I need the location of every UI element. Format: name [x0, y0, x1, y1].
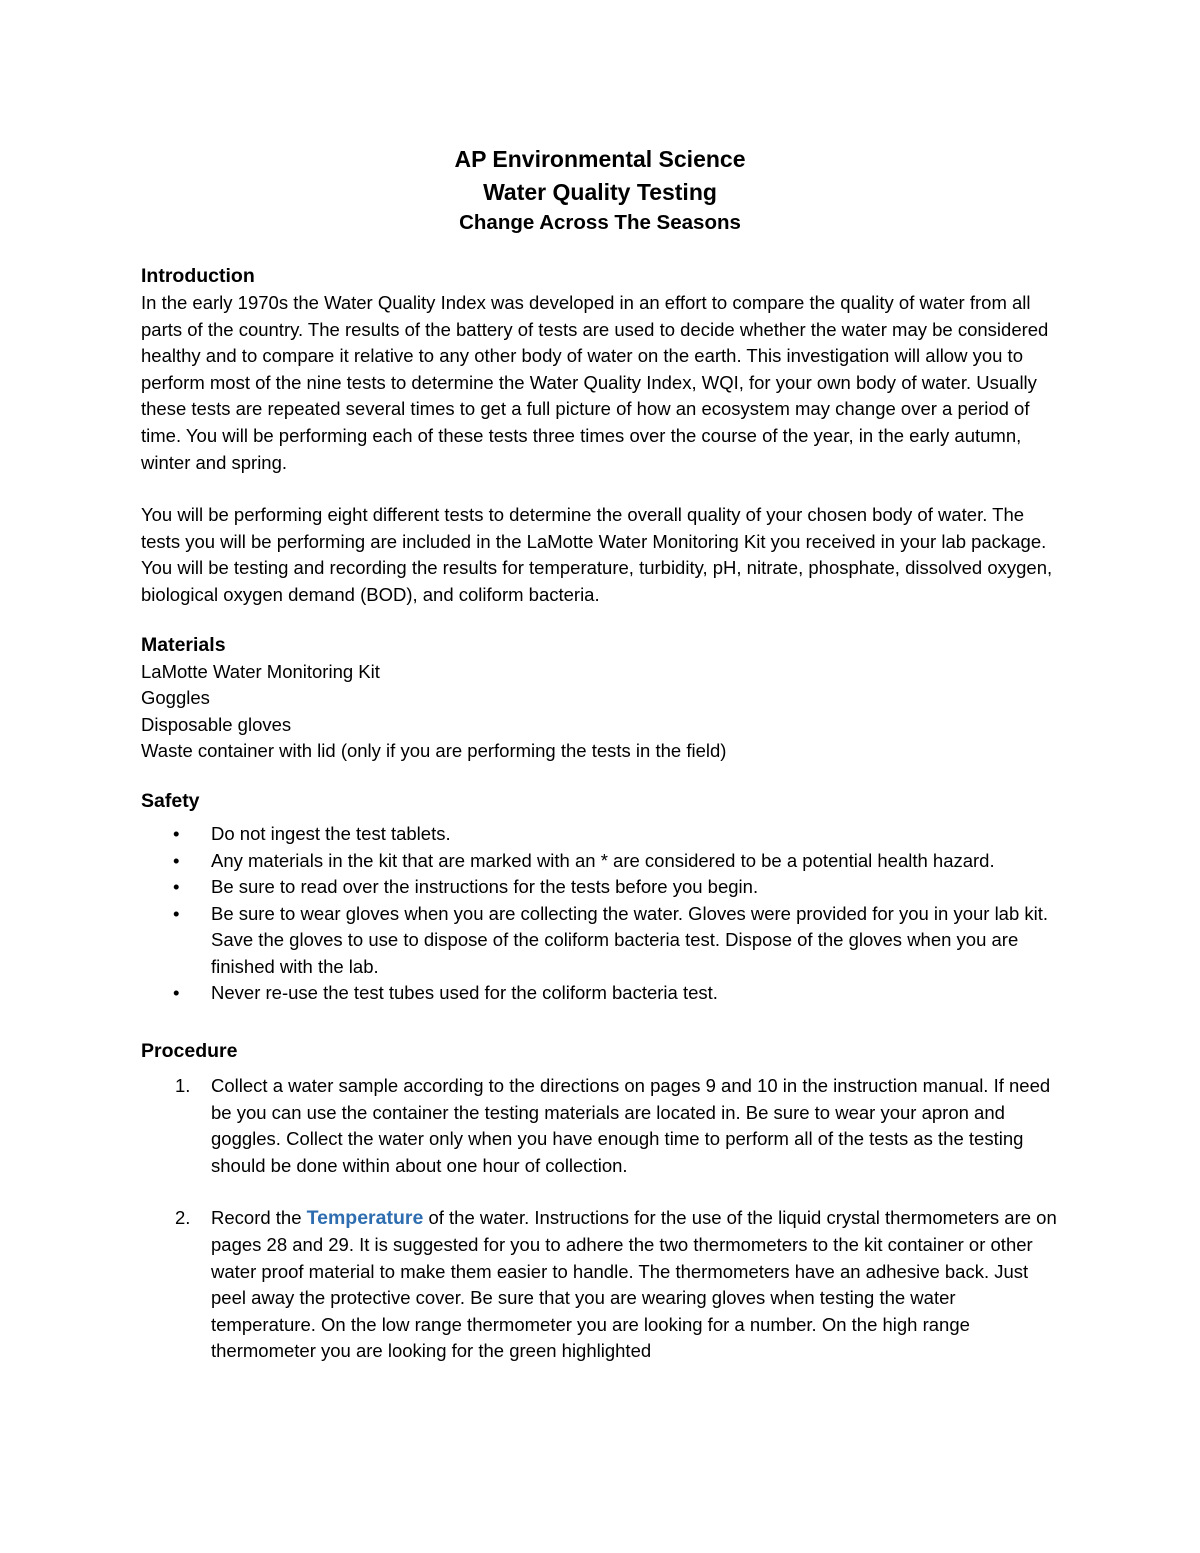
bullet-icon: • [173, 982, 180, 1004]
bullet-icon: • [173, 849, 180, 871]
safety-item-text: Never re-use the test tubes used for the coliform bacteria test. [211, 982, 718, 1004]
introduction-section [141, 262, 1059, 609]
safety-section [141, 787, 1059, 1007]
temperature-term: Temperature [306, 1207, 424, 1230]
materials-section [141, 631, 1059, 765]
safety-item-text: Be sure to read over the instructions for the tests before you begin. [211, 876, 759, 898]
introduction-paragraph-2: You will be performing eight different tests to determine the overall quality of your chosen body of water. The tests you will be performing are included in the LaMotte Water Monitoring Kit you received in your lab package. You will be testing and recording the results for temperature, turbidity, pH, nitrate, phosphate, dissolved oxygen, biological oxygen demand (BOD), and coliform bacteria. [141, 504, 1053, 605]
safety-item-text: Any materials in the kit that are marked with an * are considered to be a potential health hazard. [211, 849, 995, 871]
introduction-heading: Introduction [141, 265, 255, 287]
safety-list [141, 821, 1059, 1007]
introduction-paragraph-1: In the early 1970s the Water Quality Index was developed in an effort to compare the quality of water from all parts of the country. The results of the battery of tests are used to decide whether the water may be considered healthy and to compare it relative to any other body of water on the earth. This investigation will allow you to perform most of the nine tests to determine the Water Quality Index, WQI, for your own body of water. Usually these tests are repeated several times to get a full picture of how an ecosystem may change over a period of time. You will be performing each of these tests three times over the course of the year, in the early autumn, winter and spring. [141, 292, 1049, 473]
procedure-step [141, 1073, 1059, 1179]
materials-item: LaMotte Water Monitoring Kit [141, 660, 380, 682]
procedure-step [141, 1205, 1059, 1365]
materials-item: Disposable gloves [141, 713, 292, 735]
lab-subtitle: Change Across The Seasons [459, 211, 741, 234]
bullet-icon: • [173, 902, 180, 924]
lab-title: Water Quality Testing [483, 179, 717, 205]
step-number: 2. [175, 1207, 191, 1229]
safety-item [141, 874, 1059, 901]
document-page [141, 142, 1059, 1365]
safety-item-text: Be sure to wear gloves when you are collecting the water. Gloves were provided for you in your lab kit. Save the gloves to use to dispose of the coliform bacteria test. Dispose of the gloves when you are finished with the lab. [211, 902, 1049, 977]
procedure-step-text-after: of the water. Instructions for the use of the liquid crystal thermometers are on pages 28 and 29. It is suggested for you to adhere the two thermometers to the kit container or other water proof material to make them easier to handle. The thermometers have an adhesive back. Just peel away the protective cover. Be sure that you are wearing gloves when testing the water temperature. On the low range thermometer you are looking for a number. On the high range thermometer you are looking for the green highlighted [211, 1207, 1057, 1362]
materials-item: Waste container with lid (only if you are performing the tests in the field) [141, 740, 727, 762]
materials-item: Goggles [141, 687, 210, 709]
procedure-list [141, 1073, 1059, 1365]
materials-heading: Materials [141, 633, 226, 656]
safety-heading: Safety [141, 789, 200, 812]
safety-item [141, 980, 1059, 1007]
course-title: AP Environmental Science [454, 146, 746, 172]
safety-item [141, 821, 1059, 848]
procedure-heading: Procedure [141, 1040, 238, 1063]
safety-item [141, 848, 1059, 875]
bullet-icon: • [173, 822, 180, 844]
materials-list [141, 659, 1059, 765]
procedure-step-text-before: Record the [211, 1207, 307, 1229]
safety-item [141, 901, 1059, 981]
step-number: 1. [175, 1075, 191, 1097]
procedure-section [141, 1037, 1059, 1365]
title-block [141, 142, 1059, 238]
safety-item-text: Do not ingest the test tablets. [211, 822, 451, 844]
procedure-step-text: Collect a water sample according to the directions on pages 9 and 10 in the instruction manual. If need be you can use the container the testing materials are located in. Be sure to wear your apron and goggles. Collect the water only when you have enough time to perform all of the tests as the testing should be done within about one hour of collection. [211, 1075, 1051, 1176]
bullet-icon: • [173, 876, 180, 898]
